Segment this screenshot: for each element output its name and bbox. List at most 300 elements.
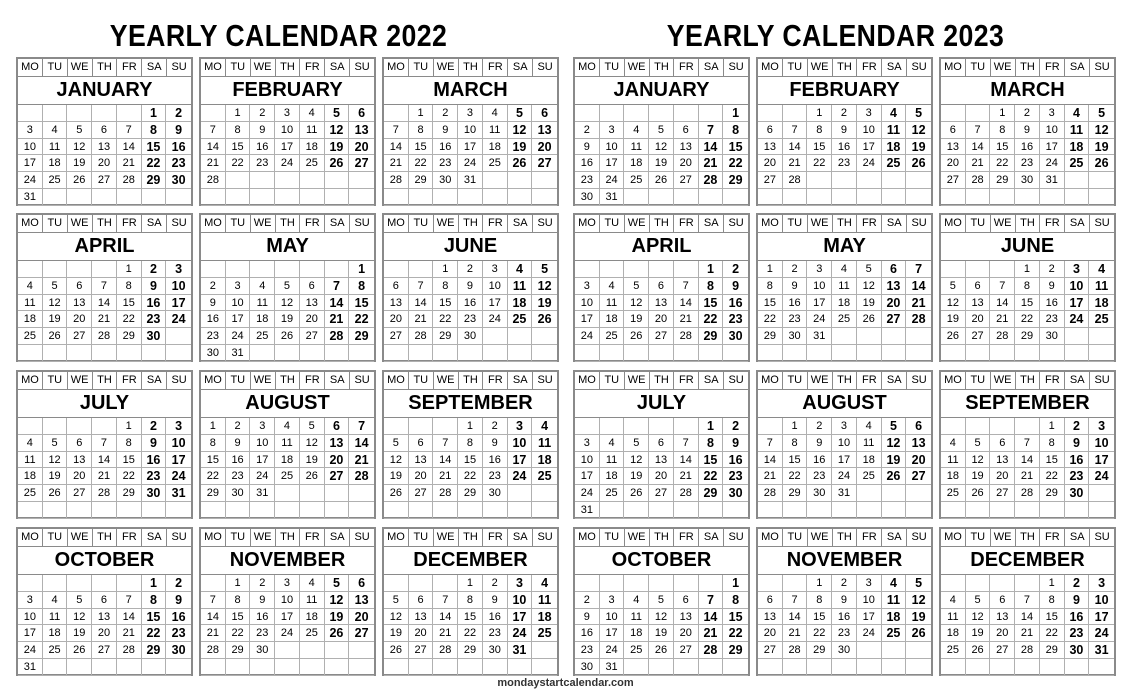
empty-day-cell <box>882 485 907 502</box>
empty-day-cell <box>1015 189 1040 206</box>
day-cell: 11 <box>882 592 907 609</box>
day-cell: 15 <box>1040 609 1065 626</box>
empty-day-cell <box>349 172 374 189</box>
weekday-label: WE <box>434 215 459 232</box>
empty-day-cell <box>349 345 374 362</box>
empty-day-cell <box>906 502 931 519</box>
day-cell: 19 <box>43 468 68 485</box>
day-cell: 7 <box>699 122 724 139</box>
day-cell: 24 <box>832 468 857 485</box>
weekday-label: MO <box>941 529 966 546</box>
day-cell: 15 <box>226 139 251 156</box>
empty-day-cell <box>624 189 649 206</box>
day-cell: 11 <box>300 592 325 609</box>
day-cell: 2 <box>1065 418 1090 435</box>
day-cell: 11 <box>43 609 68 626</box>
day-cell: 18 <box>43 625 68 642</box>
empty-day-cell <box>882 345 907 362</box>
empty-day-cell <box>508 502 533 519</box>
empty-day-cell <box>1040 345 1065 362</box>
empty-day-cell <box>674 105 699 122</box>
day-cell: 20 <box>882 295 907 312</box>
empty-day-cell <box>783 345 808 362</box>
empty-day-cell <box>532 642 557 659</box>
day-grid <box>384 261 557 362</box>
day-cell: 21 <box>433 625 458 642</box>
day-cell: 27 <box>92 172 117 189</box>
day-cell: 30 <box>166 642 191 659</box>
day-cell: 28 <box>433 485 458 502</box>
day-cell: 30 <box>575 189 600 206</box>
empty-day-cell <box>532 172 557 189</box>
empty-day-cell <box>906 485 931 502</box>
day-cell: 7 <box>117 592 142 609</box>
empty-day-cell <box>43 105 68 122</box>
weekday-header <box>201 372 374 390</box>
weekday-label: TH <box>833 372 858 389</box>
weekday-label: MO <box>575 529 600 546</box>
day-cell: 20 <box>349 139 374 156</box>
day-cell: 24 <box>575 328 600 345</box>
month-name: JULY <box>18 390 191 418</box>
weekday-label: FR <box>300 372 325 389</box>
day-cell: 1 <box>758 261 783 278</box>
day-cell: 14 <box>433 609 458 626</box>
day-cell: 8 <box>1015 278 1040 295</box>
website-footer: mondaystartcalendar.com <box>497 677 634 689</box>
day-cell: 22 <box>699 468 724 485</box>
day-cell: 4 <box>275 418 300 435</box>
day-cell: 11 <box>300 122 325 139</box>
month-april-2023 <box>573 213 750 362</box>
empty-day-cell <box>857 345 882 362</box>
day-cell: 30 <box>723 328 748 345</box>
day-grid <box>18 575 191 676</box>
day-cell: 15 <box>807 609 832 626</box>
empty-day-cell <box>857 485 882 502</box>
day-cell: 3 <box>250 418 275 435</box>
day-cell: 9 <box>433 122 458 139</box>
empty-day-cell <box>18 575 43 592</box>
day-cell: 29 <box>723 172 748 189</box>
weekday-label: SU <box>354 217 370 229</box>
empty-day-cell <box>433 659 458 676</box>
month-december-2023 <box>939 527 1116 676</box>
day-cell: 31 <box>250 485 275 502</box>
weekday-label: MO <box>575 372 600 389</box>
empty-day-cell <box>600 502 625 519</box>
day-cell: 1 <box>142 105 167 122</box>
day-cell: 7 <box>201 592 226 609</box>
day-cell: 21 <box>1015 625 1040 642</box>
day-cell: 10 <box>1089 435 1114 452</box>
empty-day-cell <box>832 172 857 189</box>
day-cell: 30 <box>575 659 600 676</box>
day-cell: 6 <box>92 122 117 139</box>
empty-day-cell <box>349 502 374 519</box>
day-cell: 10 <box>508 592 533 609</box>
empty-day-cell <box>1015 575 1040 592</box>
day-cell: 2 <box>575 122 600 139</box>
empty-day-cell <box>508 328 533 345</box>
day-cell: 7 <box>990 278 1015 295</box>
day-cell: 30 <box>783 328 808 345</box>
day-cell: 4 <box>250 278 275 295</box>
day-cell: 5 <box>325 575 350 592</box>
weekday-label: TH <box>833 529 858 546</box>
empty-day-cell <box>758 345 783 362</box>
month-august-2023 <box>756 370 933 519</box>
empty-day-cell <box>92 659 117 676</box>
empty-day-cell <box>575 575 600 592</box>
empty-day-cell <box>649 659 674 676</box>
weekday-label: SA <box>325 529 350 546</box>
day-grid <box>941 575 1114 676</box>
day-cell: 20 <box>990 468 1015 485</box>
day-cell: 29 <box>699 328 724 345</box>
day-grid <box>18 418 191 519</box>
weekday-label: FR <box>117 372 142 389</box>
day-cell: 11 <box>275 435 300 452</box>
day-grid <box>941 261 1114 362</box>
weekday-label: MO <box>941 372 966 389</box>
empty-day-cell <box>532 502 557 519</box>
day-cell: 4 <box>18 278 43 295</box>
empty-day-cell <box>43 502 68 519</box>
empty-day-cell <box>43 659 68 676</box>
day-cell: 11 <box>18 295 43 312</box>
day-cell: 1 <box>1015 261 1040 278</box>
weekday-label: TU <box>600 59 625 76</box>
day-cell: 10 <box>275 122 300 139</box>
month-name: JULY <box>575 390 748 418</box>
day-grid <box>758 575 931 676</box>
day-cell: 21 <box>758 468 783 485</box>
day-cell: 31 <box>458 172 483 189</box>
day-grid <box>941 105 1114 206</box>
day-cell: 14 <box>699 609 724 626</box>
weekday-header <box>575 59 748 77</box>
day-cell: 14 <box>758 452 783 469</box>
empty-day-cell <box>941 105 966 122</box>
day-cell: 11 <box>857 435 882 452</box>
day-cell: 27 <box>966 328 991 345</box>
day-cell: 19 <box>966 625 991 642</box>
day-cell: 28 <box>325 328 350 345</box>
day-cell: 8 <box>758 278 783 295</box>
day-cell: 8 <box>142 592 167 609</box>
day-cell: 31 <box>226 345 251 362</box>
weekday-label: TU <box>226 372 251 389</box>
weekday-label: TH <box>276 529 301 546</box>
day-cell: 13 <box>906 435 931 452</box>
weekday-label: SA <box>882 372 907 389</box>
day-cell: 20 <box>906 452 931 469</box>
day-cell: 15 <box>758 295 783 312</box>
month-february-2023 <box>756 57 933 206</box>
day-cell: 20 <box>758 155 783 172</box>
day-cell: 1 <box>1040 575 1065 592</box>
day-cell: 24 <box>226 328 251 345</box>
day-cell: 4 <box>300 575 325 592</box>
weekday-label: MO <box>758 59 783 76</box>
day-cell: 5 <box>43 435 68 452</box>
empty-day-cell <box>1040 189 1065 206</box>
day-cell: 9 <box>1065 592 1090 609</box>
day-cell: 12 <box>906 592 931 609</box>
day-cell: 14 <box>201 609 226 626</box>
day-cell: 24 <box>275 155 300 172</box>
day-cell: 28 <box>783 642 808 659</box>
day-cell: 18 <box>483 139 508 156</box>
weekday-label: MO <box>201 529 226 546</box>
empty-day-cell <box>18 502 43 519</box>
day-cell: 18 <box>532 609 557 626</box>
day-cell: 9 <box>483 435 508 452</box>
day-grid <box>201 105 374 206</box>
day-cell: 15 <box>1015 295 1040 312</box>
day-cell: 9 <box>201 295 226 312</box>
day-cell: 25 <box>250 328 275 345</box>
day-cell: 6 <box>758 122 783 139</box>
empty-day-cell <box>1065 659 1090 676</box>
empty-day-cell <box>201 659 226 676</box>
day-cell: 24 <box>275 625 300 642</box>
day-cell: 17 <box>250 452 275 469</box>
day-cell: 24 <box>18 172 43 189</box>
empty-day-cell <box>67 261 92 278</box>
empty-day-cell <box>300 642 325 659</box>
day-cell: 20 <box>674 625 699 642</box>
day-cell: 25 <box>483 155 508 172</box>
weekday-label: TU <box>783 215 808 232</box>
empty-day-cell <box>990 575 1015 592</box>
day-cell: 9 <box>1065 435 1090 452</box>
day-cell: 29 <box>699 485 724 502</box>
day-cell: 29 <box>201 485 226 502</box>
empty-day-cell <box>674 189 699 206</box>
day-cell: 3 <box>857 575 882 592</box>
day-cell: 25 <box>532 468 557 485</box>
empty-day-cell <box>43 575 68 592</box>
day-cell: 22 <box>117 311 142 328</box>
day-cell: 30 <box>433 172 458 189</box>
day-cell: 14 <box>783 609 808 626</box>
day-cell: 13 <box>649 295 674 312</box>
empty-day-cell <box>649 502 674 519</box>
day-cell: 24 <box>508 625 533 642</box>
empty-day-cell <box>92 189 117 206</box>
weekday-label: SA <box>1065 529 1090 546</box>
day-cell: 2 <box>250 105 275 122</box>
empty-day-cell <box>723 659 748 676</box>
weekday-label: WE <box>991 215 1016 232</box>
day-cell: 28 <box>201 642 226 659</box>
weekday-label: TU <box>966 372 991 389</box>
day-cell: 12 <box>67 139 92 156</box>
day-cell: 14 <box>674 295 699 312</box>
day-cell: 28 <box>1015 642 1040 659</box>
day-cell: 9 <box>1015 122 1040 139</box>
day-cell: 8 <box>458 592 483 609</box>
day-cell: 1 <box>349 261 374 278</box>
day-cell: 16 <box>201 311 226 328</box>
day-cell: 16 <box>575 625 600 642</box>
day-cell: 11 <box>624 139 649 156</box>
day-cell: 19 <box>1089 139 1114 156</box>
empty-day-cell <box>508 189 533 206</box>
day-cell: 2 <box>226 418 251 435</box>
empty-day-cell <box>458 659 483 676</box>
empty-day-cell <box>409 575 434 592</box>
day-cell: 21 <box>92 468 117 485</box>
day-cell: 12 <box>966 609 991 626</box>
weekday-label: MO <box>18 59 43 76</box>
weekday-label: FR <box>674 372 699 389</box>
empty-day-cell <box>18 105 43 122</box>
empty-day-cell <box>532 659 557 676</box>
day-cell: 27 <box>941 172 966 189</box>
weekday-label: FR <box>674 529 699 546</box>
day-cell: 17 <box>1089 452 1114 469</box>
day-cell: 19 <box>624 468 649 485</box>
day-cell: 19 <box>384 468 409 485</box>
day-cell: 10 <box>1040 122 1065 139</box>
empty-day-cell <box>941 418 966 435</box>
day-cell: 6 <box>67 278 92 295</box>
empty-day-cell <box>1089 345 1114 362</box>
day-cell: 15 <box>699 295 724 312</box>
weekday-label: WE <box>991 529 1016 546</box>
day-cell: 25 <box>508 311 533 328</box>
empty-day-cell <box>92 575 117 592</box>
day-cell: 26 <box>941 328 966 345</box>
empty-day-cell <box>723 345 748 362</box>
day-cell: 13 <box>300 295 325 312</box>
weekday-label: SU <box>537 531 553 543</box>
day-cell: 4 <box>882 105 907 122</box>
empty-day-cell <box>1065 502 1090 519</box>
weekday-label: SU <box>911 217 927 229</box>
day-cell: 2 <box>832 105 857 122</box>
day-cell: 6 <box>758 592 783 609</box>
day-cell: 15 <box>349 295 374 312</box>
day-cell: 19 <box>384 625 409 642</box>
day-cell: 27 <box>325 468 350 485</box>
empty-day-cell <box>349 642 374 659</box>
day-cell: 4 <box>1065 105 1090 122</box>
day-cell: 17 <box>483 295 508 312</box>
day-cell: 29 <box>1040 485 1065 502</box>
empty-day-cell <box>409 345 434 362</box>
weekday-label: TU <box>43 59 68 76</box>
day-cell: 27 <box>349 625 374 642</box>
empty-day-cell <box>699 659 724 676</box>
day-cell: 12 <box>43 452 68 469</box>
empty-day-cell <box>758 502 783 519</box>
day-cell: 7 <box>674 278 699 295</box>
day-cell: 22 <box>758 311 783 328</box>
day-cell: 3 <box>1089 575 1114 592</box>
day-cell: 10 <box>166 278 191 295</box>
day-cell: 1 <box>699 418 724 435</box>
day-cell: 28 <box>758 485 783 502</box>
day-cell: 10 <box>832 435 857 452</box>
day-cell: 30 <box>250 642 275 659</box>
day-cell: 21 <box>783 625 808 642</box>
day-cell: 7 <box>92 435 117 452</box>
weekday-header <box>941 59 1114 77</box>
empty-day-cell <box>674 261 699 278</box>
day-cell: 28 <box>384 172 409 189</box>
day-cell: 22 <box>699 311 724 328</box>
weekday-label: SA <box>325 59 350 76</box>
day-cell: 26 <box>384 485 409 502</box>
weekday-label: SA <box>882 529 907 546</box>
empty-day-cell <box>832 659 857 676</box>
day-cell: 26 <box>43 485 68 502</box>
empty-day-cell <box>92 418 117 435</box>
day-cell: 8 <box>433 278 458 295</box>
day-cell: 11 <box>250 295 275 312</box>
empty-day-cell <box>275 659 300 676</box>
day-cell: 4 <box>1089 261 1114 278</box>
weekday-label: FR <box>857 59 882 76</box>
weekday-label: WE <box>434 372 459 389</box>
day-cell: 6 <box>966 278 991 295</box>
empty-day-cell <box>349 485 374 502</box>
weekday-label: WE <box>68 372 93 389</box>
day-cell: 17 <box>508 452 533 469</box>
day-cell: 1 <box>783 418 808 435</box>
month-april-2022 <box>16 213 193 362</box>
empty-day-cell <box>508 345 533 362</box>
day-cell: 20 <box>758 625 783 642</box>
day-cell: 16 <box>166 139 191 156</box>
empty-day-cell <box>832 345 857 362</box>
month-name: MAY <box>758 233 931 261</box>
day-cell: 15 <box>723 609 748 626</box>
weekday-header <box>201 59 374 77</box>
day-grid <box>575 418 748 519</box>
day-cell: 24 <box>1040 155 1065 172</box>
day-cell: 9 <box>783 278 808 295</box>
weekday-label: SA <box>882 215 907 232</box>
day-cell: 11 <box>624 609 649 626</box>
weekday-label: WE <box>625 372 650 389</box>
day-cell: 26 <box>325 625 350 642</box>
day-cell: 23 <box>483 625 508 642</box>
day-cell: 7 <box>433 592 458 609</box>
weekday-label: TH <box>1016 372 1041 389</box>
day-cell: 23 <box>1040 311 1065 328</box>
empty-day-cell <box>723 189 748 206</box>
day-cell: 1 <box>226 105 251 122</box>
day-cell: 10 <box>807 278 832 295</box>
day-cell: 12 <box>300 435 325 452</box>
empty-day-cell <box>857 189 882 206</box>
day-cell: 21 <box>433 468 458 485</box>
empty-day-cell <box>990 418 1015 435</box>
day-cell: 8 <box>723 122 748 139</box>
empty-day-cell <box>832 189 857 206</box>
empty-day-cell <box>201 105 226 122</box>
weekday-label: TU <box>600 215 625 232</box>
weekday-label: SU <box>354 61 370 73</box>
day-cell: 28 <box>92 328 117 345</box>
day-cell: 19 <box>508 139 533 156</box>
weekday-label: TU <box>600 372 625 389</box>
